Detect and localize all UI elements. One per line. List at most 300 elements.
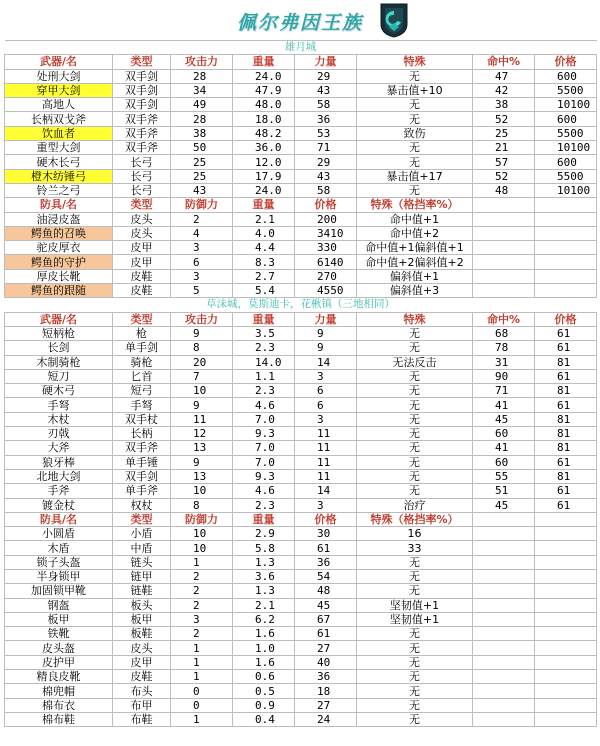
cell: 无 [357, 627, 473, 641]
cell: 2 [171, 627, 233, 641]
cell: 无 [357, 341, 473, 355]
empty-cell [535, 569, 597, 583]
cell: 10100 [535, 98, 597, 112]
cell: 14 [295, 484, 357, 498]
cell: 18 [295, 684, 357, 698]
cell: 单手剑 [113, 341, 171, 355]
weapon-row [5, 427, 597, 441]
armor-header-row [5, 198, 597, 212]
cell: 无 [357, 555, 473, 569]
cell: 43 [295, 169, 357, 183]
empty-cell [535, 241, 597, 255]
cell: 1.6 [233, 627, 295, 641]
cell: 2 [171, 212, 233, 226]
weapon-row [5, 69, 597, 83]
cell: 49 [171, 98, 233, 112]
cell: 5500 [535, 169, 597, 183]
zone-row [5, 41, 597, 55]
cell: 43 [295, 83, 357, 97]
cell: 42 [473, 83, 535, 97]
cell: 暴击值+10 [357, 83, 473, 97]
column-header: 特殊（格挡率%） [357, 198, 473, 212]
cell: 8 [171, 341, 233, 355]
cell: 45 [295, 598, 357, 612]
armor-row [5, 655, 597, 669]
cell: 布甲 [113, 698, 171, 712]
cell: 5.8 [233, 541, 295, 555]
cell: 34 [171, 83, 233, 97]
weapon-row [5, 83, 597, 97]
cell: 1 [171, 641, 233, 655]
column-header: 命中% [473, 312, 535, 326]
item-name: 鳄鱼的跟随 [5, 284, 113, 298]
title-bar [4, 2, 596, 40]
cell: 16 [357, 527, 473, 541]
column-header: 价格 [535, 55, 597, 69]
empty-cell [535, 655, 597, 669]
cell: 5 [171, 284, 233, 298]
empty-cell [473, 670, 535, 684]
cell: 无 [357, 455, 473, 469]
cell: 36 [295, 112, 357, 126]
cell: 皮鞋 [113, 269, 171, 283]
cell: 81 [535, 441, 597, 455]
empty-cell [473, 226, 535, 240]
weapon-row [5, 355, 597, 369]
cell: 78 [473, 341, 535, 355]
cell: 4.6 [233, 398, 295, 412]
cell: 24.0 [233, 183, 295, 197]
cell: 暴击值+17 [357, 169, 473, 183]
cell: 28 [171, 112, 233, 126]
empty-cell [473, 212, 535, 226]
cell: 双手斧 [113, 126, 171, 140]
item-name: 饮血者 [5, 126, 113, 140]
zone-label: 草沫城，莫斯迪卡，花楸镇（三地相同） [5, 298, 597, 312]
empty-cell [535, 541, 597, 555]
cell: 36.0 [233, 141, 295, 155]
armor-row [5, 541, 597, 555]
page-title: 佩尔弗因王族 [236, 12, 363, 34]
cell: 11 [171, 412, 233, 426]
cell: 17.9 [233, 169, 295, 183]
cell: 无 [357, 584, 473, 598]
zone-label: 雄月城 [5, 41, 597, 55]
cell: 31 [473, 355, 535, 369]
cell: 9 [171, 398, 233, 412]
cell: 1.3 [233, 584, 295, 598]
item-name: 镀金杖 [5, 498, 113, 512]
cell: 小盾 [113, 527, 171, 541]
item-name: 处刑大剑 [5, 69, 113, 83]
cell: 9.3 [233, 427, 295, 441]
column-header: 重量 [233, 312, 295, 326]
column-header: 武器/名 [5, 312, 113, 326]
empty-cell [535, 641, 597, 655]
empty-cell [535, 198, 597, 212]
cell: 权杖 [113, 498, 171, 512]
empty-cell [473, 527, 535, 541]
armor-row [5, 641, 597, 655]
cell: 2.1 [233, 212, 295, 226]
cell: 25 [473, 126, 535, 140]
equipment-table-body [5, 41, 597, 727]
cell: 9 [295, 341, 357, 355]
cell: 无 [357, 469, 473, 483]
cell: 10100 [535, 141, 597, 155]
cell: 13 [171, 441, 233, 455]
cell: 长弓 [113, 155, 171, 169]
cell: 无 [357, 569, 473, 583]
cell: 60 [473, 455, 535, 469]
item-name: 皮护甲 [5, 655, 113, 669]
cell: 3 [171, 612, 233, 626]
empty-cell [535, 212, 597, 226]
empty-cell [473, 284, 535, 298]
weapon-row [5, 112, 597, 126]
cell: 2 [171, 584, 233, 598]
weapon-header-row [5, 312, 597, 326]
column-header: 防御力 [171, 198, 233, 212]
item-name: 木制骑枪 [5, 355, 113, 369]
cell: 1 [171, 555, 233, 569]
cell: 长柄 [113, 427, 171, 441]
armor-row [5, 612, 597, 626]
cell: 90 [473, 369, 535, 383]
weapon-header-row [5, 55, 597, 69]
item-name: 橙木纺锤弓 [5, 169, 113, 183]
item-name: 半身锁甲 [5, 569, 113, 583]
cell: 枪 [113, 326, 171, 340]
empty-cell [473, 269, 535, 283]
item-name: 锁子头盔 [5, 555, 113, 569]
cell: 7.0 [233, 441, 295, 455]
column-header: 防具/名 [5, 512, 113, 526]
cell: 皮头 [113, 641, 171, 655]
cell: 18.0 [233, 112, 295, 126]
cell: 50 [171, 141, 233, 155]
column-header: 攻击力 [171, 55, 233, 69]
cell: 47 [473, 69, 535, 83]
cell: 2.3 [233, 498, 295, 512]
cell: 皮头 [113, 212, 171, 226]
cell: 7.0 [233, 412, 295, 426]
cell: 58 [295, 98, 357, 112]
empty-cell [473, 598, 535, 612]
empty-cell [535, 598, 597, 612]
item-name: 木杖 [5, 412, 113, 426]
cell: 皮甲 [113, 241, 171, 255]
column-header: 重量 [233, 198, 295, 212]
cell: 双手剑 [113, 69, 171, 83]
item-name: 棉兜帽 [5, 684, 113, 698]
cell: 匕首 [113, 369, 171, 383]
weapon-row [5, 369, 597, 383]
cell: 单手锤 [113, 455, 171, 469]
item-name: 棉布鞋 [5, 712, 113, 726]
cell: 28 [171, 69, 233, 83]
cell: 41 [473, 398, 535, 412]
cell: 36 [295, 670, 357, 684]
cell: 10 [171, 484, 233, 498]
empty-cell [535, 284, 597, 298]
cell: 长弓 [113, 183, 171, 197]
weapon-row [5, 498, 597, 512]
empty-cell [473, 612, 535, 626]
item-name: 油浸皮盔 [5, 212, 113, 226]
cell: 6.2 [233, 612, 295, 626]
cell: 1.1 [233, 369, 295, 383]
weapon-row [5, 141, 597, 155]
weapon-row [5, 155, 597, 169]
empty-cell [535, 555, 597, 569]
item-name: 北地大剑 [5, 469, 113, 483]
cell: 6 [295, 384, 357, 398]
cell: 0.9 [233, 698, 295, 712]
cell: 无 [357, 670, 473, 684]
cell: 33 [357, 541, 473, 555]
cell: 双手剑 [113, 98, 171, 112]
cell: 3410 [295, 226, 357, 240]
cell: 47.9 [233, 83, 295, 97]
item-name: 铃兰之弓 [5, 183, 113, 197]
empty-cell [473, 512, 535, 526]
column-header: 特殊 [357, 55, 473, 69]
cell: 5.4 [233, 284, 295, 298]
armor-row [5, 212, 597, 226]
cell: 61 [535, 369, 597, 383]
empty-cell [535, 527, 597, 541]
cell: 48.2 [233, 126, 295, 140]
item-name: 小圆盾 [5, 527, 113, 541]
cell: 3 [295, 412, 357, 426]
empty-cell [535, 612, 597, 626]
cell: 6 [171, 255, 233, 269]
cell: 无 [357, 183, 473, 197]
item-name: 铁靴 [5, 627, 113, 641]
equipment-table [4, 40, 597, 727]
cell: 45 [473, 498, 535, 512]
cell: 81 [535, 384, 597, 398]
cell: 链甲 [113, 569, 171, 583]
armor-row [5, 241, 597, 255]
cell: 11 [295, 469, 357, 483]
weapon-row [5, 126, 597, 140]
cell: 11 [295, 441, 357, 455]
item-name: 厚皮长靴 [5, 269, 113, 283]
empty-cell [535, 255, 597, 269]
cell: 板甲 [113, 612, 171, 626]
cell: 10 [171, 384, 233, 398]
cell: 皮鞋 [113, 284, 171, 298]
cell: 29 [295, 69, 357, 83]
empty-cell [473, 255, 535, 269]
column-header: 价格 [295, 512, 357, 526]
cell: 61 [535, 484, 597, 498]
armor-row [5, 584, 597, 598]
cell: 51 [473, 484, 535, 498]
cell: 10100 [535, 183, 597, 197]
cell: 命中值+2偏斜值+2 [357, 255, 473, 269]
cell: 40 [295, 655, 357, 669]
cell: 1.6 [233, 655, 295, 669]
cell: 无 [357, 427, 473, 441]
cell: 67 [295, 612, 357, 626]
empty-cell [535, 269, 597, 283]
cell: 7.0 [233, 455, 295, 469]
item-name: 长柄双戈斧 [5, 112, 113, 126]
cell: 0.6 [233, 670, 295, 684]
cell: 29 [295, 155, 357, 169]
weapon-row [5, 384, 597, 398]
cell: 9.3 [233, 469, 295, 483]
empty-cell [473, 627, 535, 641]
cell: 6140 [295, 255, 357, 269]
cell: 1.0 [233, 641, 295, 655]
cell: 无 [357, 441, 473, 455]
cell: 61 [535, 326, 597, 340]
cell: 54 [295, 569, 357, 583]
cell: 61 [295, 627, 357, 641]
cell: 无 [357, 155, 473, 169]
cell: 27 [295, 698, 357, 712]
cell: 9 [171, 455, 233, 469]
item-name: 长剑 [5, 341, 113, 355]
item-name: 棉布衣 [5, 698, 113, 712]
cell: 双手斧 [113, 141, 171, 155]
cell: 61 [295, 541, 357, 555]
column-header: 类型 [113, 198, 171, 212]
zone-row [5, 298, 597, 312]
cell: 无 [357, 369, 473, 383]
cell: 双手斧 [113, 441, 171, 455]
armor-row [5, 698, 597, 712]
cell: 偏斜值+3 [357, 284, 473, 298]
item-name: 驼皮厚衣 [5, 241, 113, 255]
cell: 600 [535, 112, 597, 126]
cell: 2.9 [233, 527, 295, 541]
cell: 坚韧值+1 [357, 612, 473, 626]
column-header: 特殊 [357, 312, 473, 326]
item-name: 高地人 [5, 98, 113, 112]
cell: 5500 [535, 83, 597, 97]
cell: 1.3 [233, 555, 295, 569]
cell: 11 [295, 455, 357, 469]
cell: 30 [295, 527, 357, 541]
cell: 25 [171, 169, 233, 183]
cell: 52 [473, 112, 535, 126]
cell: 14.0 [233, 355, 295, 369]
column-header: 价格 [535, 312, 597, 326]
column-header: 攻击力 [171, 312, 233, 326]
cell: 坚韧值+1 [357, 598, 473, 612]
cell: 4 [171, 226, 233, 240]
cell: 43 [171, 183, 233, 197]
cell: 无 [357, 484, 473, 498]
weapon-row [5, 412, 597, 426]
weapon-row [5, 326, 597, 340]
item-name: 皮头盔 [5, 641, 113, 655]
empty-cell [473, 241, 535, 255]
cell: 致伤 [357, 126, 473, 140]
item-name: 刃戟 [5, 427, 113, 441]
cell: 38 [171, 126, 233, 140]
cell: 骑枪 [113, 355, 171, 369]
cell: 无 [357, 698, 473, 712]
cell: 41 [473, 441, 535, 455]
cell: 10 [171, 541, 233, 555]
column-header: 防御力 [171, 512, 233, 526]
cell: 48.0 [233, 98, 295, 112]
cell: 57 [473, 155, 535, 169]
empty-cell [535, 226, 597, 240]
cell: 13 [171, 469, 233, 483]
cell: 55 [473, 469, 535, 483]
cell: 4.6 [233, 484, 295, 498]
cell: 52 [473, 169, 535, 183]
cell: 1 [171, 712, 233, 726]
cell: 9 [295, 326, 357, 340]
cell: 3.6 [233, 569, 295, 583]
empty-cell [535, 584, 597, 598]
armor-row [5, 226, 597, 240]
cell: 4550 [295, 284, 357, 298]
cell: 双手剑 [113, 469, 171, 483]
cell: 双手杖 [113, 412, 171, 426]
column-header: 命中% [473, 55, 535, 69]
cell: 81 [535, 355, 597, 369]
cell: 2.3 [233, 384, 295, 398]
cell: 24.0 [233, 69, 295, 83]
cell: 中盾 [113, 541, 171, 555]
item-name: 大斧 [5, 441, 113, 455]
empty-cell [535, 712, 597, 726]
weapon-row [5, 183, 597, 197]
weapon-row [5, 441, 597, 455]
armor-row [5, 684, 597, 698]
cell: 链鞋 [113, 584, 171, 598]
item-name: 硬木弓 [5, 384, 113, 398]
cell: 61 [535, 398, 597, 412]
cell: 200 [295, 212, 357, 226]
armor-row [5, 712, 597, 726]
cell: 长弓 [113, 169, 171, 183]
cell: 无 [357, 712, 473, 726]
cell: 38 [473, 98, 535, 112]
weapon-row [5, 398, 597, 412]
item-name: 板甲 [5, 612, 113, 626]
cell: 0.5 [233, 684, 295, 698]
cell: 24 [295, 712, 357, 726]
empty-cell [535, 627, 597, 641]
column-header: 价格 [295, 198, 357, 212]
cell: 皮头 [113, 226, 171, 240]
cell: 1 [171, 655, 233, 669]
cell: 6 [295, 398, 357, 412]
cell: 板头 [113, 598, 171, 612]
item-name: 手弩 [5, 398, 113, 412]
column-header: 特殊（格挡率%） [357, 512, 473, 526]
armor-header-row [5, 512, 597, 526]
armor-row [5, 255, 597, 269]
cell: 短弓 [113, 384, 171, 398]
cell: 45 [473, 412, 535, 426]
armor-row [5, 284, 597, 298]
cell: 手弩 [113, 398, 171, 412]
armor-row [5, 555, 597, 569]
item-name: 鳄鱼的召唤 [5, 226, 113, 240]
cell: 2 [171, 569, 233, 583]
